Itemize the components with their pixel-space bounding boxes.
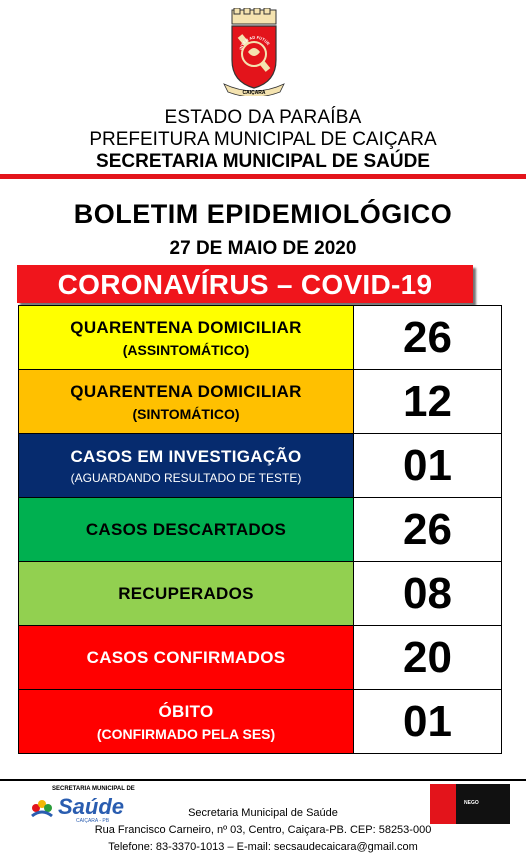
- row-label-cell: [19, 690, 354, 753]
- logo-under: CAIÇARA - PB: [76, 818, 110, 824]
- cases-table: [18, 305, 502, 754]
- table-row: [18, 690, 502, 754]
- row-sublabel: (ASSINTOMÁTICO): [122, 341, 250, 358]
- row-label: CASOS CONFIRMADOS: [86, 647, 286, 667]
- row-label: QUARENTENA DOMICILIAR: [70, 317, 302, 337]
- row-label-cell: [19, 626, 354, 689]
- table-row: [18, 370, 502, 434]
- row-value: 12: [354, 370, 501, 433]
- header-state: ESTADO DA PARAÍBA: [164, 107, 362, 128]
- row-value: 08: [354, 562, 501, 625]
- flag-text: NEGO: [464, 800, 479, 806]
- footer-address: Rua Francisco Carneiro, nº 03, Centro, Caiçara-PB. CEP: 58253-000: [94, 824, 432, 836]
- row-label: ÓBITO: [158, 701, 214, 721]
- header-divider: [0, 174, 526, 179]
- row-value: 01: [354, 434, 501, 497]
- table-row: [18, 626, 502, 690]
- row-sublabel: (AGUARDANDO RESULTADO DE TESTE): [70, 470, 302, 485]
- row-value: 26: [354, 498, 501, 561]
- coat-of-arms-crest: [218, 8, 290, 96]
- table-row: [18, 562, 502, 626]
- row-label: CASOS EM INVESTIGAÇÃO: [70, 446, 302, 466]
- bulletin-date: 27 DE MAIO DE 2020: [169, 238, 357, 259]
- table-row: [18, 305, 502, 370]
- covid-banner: CORONAVÍRUS – COVID-19: [17, 265, 473, 303]
- row-label-cell: [19, 498, 354, 561]
- row-value: 26: [354, 306, 501, 369]
- row-label: RECUPERADOS: [118, 583, 254, 603]
- table-row: [18, 434, 502, 498]
- logo-caption: SECRETARIA MUNICIPAL DE: [52, 786, 135, 792]
- crest-motto: INTER AD FUTUR: [238, 34, 271, 51]
- row-label-cell: [19, 434, 354, 497]
- row-label: QUARENTENA DOMICILIAR: [70, 381, 302, 401]
- row-sublabel: (SINTOMÁTICO): [132, 405, 240, 422]
- row-value: 20: [354, 626, 501, 689]
- row-value: 01: [354, 690, 501, 753]
- row-label-cell: [19, 562, 354, 625]
- header-secretariat: SECRETARIA MUNICIPAL DE SAÚDE: [96, 151, 430, 172]
- row-label-cell: [19, 370, 354, 433]
- table-row: [18, 498, 502, 562]
- bulletin-title: BOLETIM EPIDEMIOLÓGICO: [73, 199, 453, 229]
- logo-word: Saúde: [58, 794, 125, 819]
- row-sublabel: (CONFIRMADO PELA SES): [96, 725, 276, 742]
- crest-name: CAIÇARA: [242, 90, 266, 96]
- footer-org: Secretaria Municipal de Saúde: [188, 807, 338, 819]
- row-label-cell: [19, 306, 354, 369]
- header-prefecture: PREFEITURA MUNICIPAL DE CAIÇARA: [89, 129, 437, 150]
- row-label: CASOS DESCARTADOS: [85, 519, 287, 539]
- footer-contact: Telefone: 83-3370-1013 – E-mail: secsaudecaicara@gmail.com: [108, 841, 418, 853]
- footer-divider: [0, 779, 526, 781]
